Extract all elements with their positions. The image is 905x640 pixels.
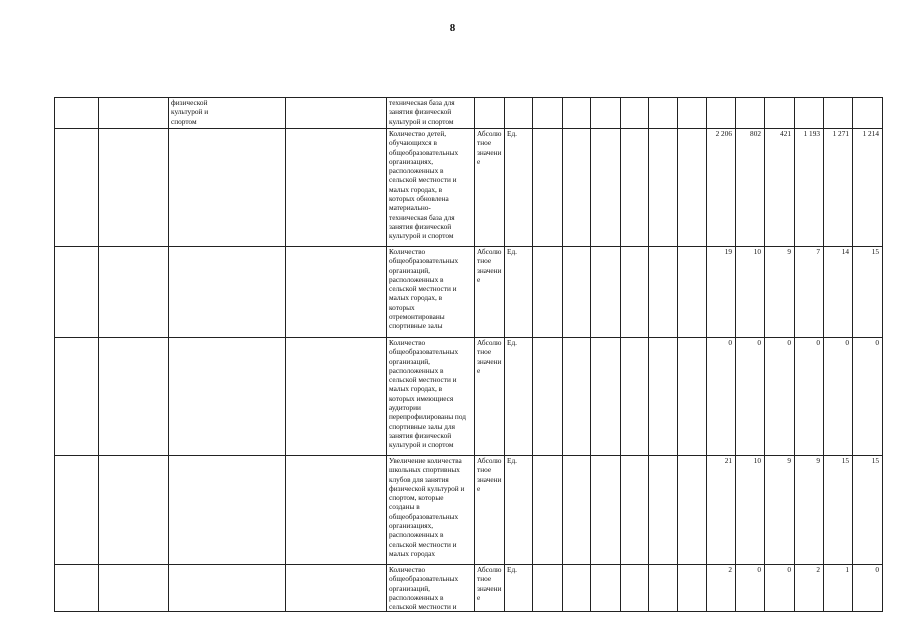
value-cell-text: 1 271 xyxy=(832,129,849,138)
value-cell xyxy=(736,98,765,129)
empty-cell xyxy=(621,98,649,129)
value-cell xyxy=(765,98,795,129)
value-cell-text: 0 xyxy=(787,338,791,347)
indicator-cell-text: Увеличение количества школьных спортивных клубов для занятия физической культурой и спортом, которые созданы в общеобразовательных организациях, расположенных в сельской местности и малых городах xyxy=(389,456,465,558)
empty-cell xyxy=(649,338,678,456)
unit-cell xyxy=(505,456,533,565)
unit-cell-text: Ед. xyxy=(507,338,517,347)
value-cell-text: 7 xyxy=(816,247,820,256)
table-row xyxy=(55,129,883,247)
value-cell xyxy=(795,129,824,247)
empty-cell xyxy=(591,98,621,129)
empty-cell xyxy=(649,456,678,565)
indicator-cell-text: Количество общеобразовательных организаций, расположенных в сельской местности и xyxy=(389,565,459,612)
program-cell xyxy=(169,456,286,565)
unit-cell xyxy=(505,565,533,612)
value-cell-text: 15 xyxy=(871,456,879,465)
empty-cell xyxy=(533,338,563,456)
indicator-type-cell-text: Абсолютное значение xyxy=(477,456,502,493)
indicator-type-cell-text: Абсолютное значение xyxy=(477,129,502,166)
indicator-type-cell xyxy=(475,129,505,247)
value-cell xyxy=(707,129,736,247)
value-cell xyxy=(853,338,883,456)
indicator-cell xyxy=(387,98,475,129)
goal-cell xyxy=(99,98,169,129)
value-cell xyxy=(853,565,883,612)
value-cell-text: 0 xyxy=(845,338,849,347)
indicator-cell-text: Количество общеобразовательных организаций, расположенных в сельской местности и малых городах, в которых имеющиеся аудитории перепрофилированы под спортивные залы для занятия физической культурой и спортом xyxy=(389,338,466,450)
empty-cell xyxy=(286,129,387,247)
indicator-type-cell xyxy=(475,456,505,565)
value-cell xyxy=(853,129,883,247)
value-cell-text: 15 xyxy=(871,247,879,256)
value-cell-text: 10 xyxy=(753,247,761,256)
value-cell-text: 802 xyxy=(750,129,761,138)
value-cell-text: 1 193 xyxy=(803,129,820,138)
program-cell xyxy=(169,565,286,612)
program-cell xyxy=(169,129,286,247)
value-cell xyxy=(707,338,736,456)
value-cell xyxy=(824,98,853,129)
goal-cell xyxy=(99,338,169,456)
indicator-type-cell-text: Абсолютное значение xyxy=(477,247,502,284)
number-cell xyxy=(55,129,99,247)
goal-cell xyxy=(99,456,169,565)
empty-cell xyxy=(563,247,591,338)
table-row xyxy=(55,456,883,565)
value-cell xyxy=(736,565,765,612)
empty-cell xyxy=(286,565,387,612)
value-cell-text: 2 xyxy=(728,565,732,574)
value-cell-text: 15 xyxy=(841,456,849,465)
value-cell xyxy=(853,247,883,338)
value-cell xyxy=(736,247,765,338)
empty-cell xyxy=(591,338,621,456)
value-cell-text: 9 xyxy=(816,456,820,465)
value-cell xyxy=(795,456,824,565)
empty-cell xyxy=(649,565,678,612)
value-cell xyxy=(795,98,824,129)
table-row xyxy=(55,98,883,129)
value-cell-text: 2 xyxy=(816,565,820,574)
indicator-cell-text: Количество детей, обучающихся в общеобразовательных организациях, расположенных в сельской местности и малых городах, в которых обновлена материально- техническая база для занятия физической культурой и спортом xyxy=(389,129,459,241)
empty-cell xyxy=(533,456,563,565)
value-cell-text: 19 xyxy=(724,247,732,256)
table-row xyxy=(55,565,883,612)
empty-cell xyxy=(621,565,649,612)
indicator-type-cell xyxy=(475,98,505,129)
value-cell-text: 2 206 xyxy=(715,129,732,138)
empty-cell xyxy=(563,456,591,565)
empty-cell xyxy=(286,247,387,338)
value-cell-text: 0 xyxy=(875,565,879,574)
program-cell xyxy=(169,98,286,129)
empty-cell xyxy=(678,98,707,129)
program-cell xyxy=(169,247,286,338)
number-cell xyxy=(55,565,99,612)
indicator-type-cell xyxy=(475,565,505,612)
empty-cell xyxy=(591,565,621,612)
goal-cell xyxy=(99,129,169,247)
value-cell-text: 0 xyxy=(875,338,879,347)
empty-cell xyxy=(533,129,563,247)
indicator-type-cell xyxy=(475,247,505,338)
page-number: 8 xyxy=(449,22,456,34)
indicator-type-cell xyxy=(475,338,505,456)
empty-cell xyxy=(563,98,591,129)
goal-cell xyxy=(99,565,169,612)
number-cell xyxy=(55,456,99,565)
value-cell xyxy=(765,338,795,456)
value-cell xyxy=(765,247,795,338)
value-cell xyxy=(824,565,853,612)
value-cell-text: 9 xyxy=(787,456,791,465)
empty-cell xyxy=(678,129,707,247)
table-row xyxy=(55,247,883,338)
empty-cell xyxy=(286,98,387,129)
value-cell-text: 0 xyxy=(757,338,761,347)
unit-cell xyxy=(505,247,533,338)
empty-cell xyxy=(678,338,707,456)
value-cell xyxy=(853,98,883,129)
empty-cell xyxy=(649,98,678,129)
empty-cell xyxy=(591,129,621,247)
indicator-type-cell-text: Абсолютное значение xyxy=(477,565,502,602)
unit-cell-text: Ед. xyxy=(507,565,517,574)
unit-cell xyxy=(505,338,533,456)
unit-cell-text: Ед. xyxy=(507,456,517,465)
program-cell xyxy=(169,338,286,456)
indicator-type-cell-text: Абсолютное значение xyxy=(477,338,502,375)
empty-cell xyxy=(286,338,387,456)
value-cell xyxy=(824,456,853,565)
value-cell-text: 1 214 xyxy=(862,129,879,138)
value-cell-text: 10 xyxy=(753,456,761,465)
value-cell-text: 0 xyxy=(757,565,761,574)
value-cell xyxy=(824,338,853,456)
empty-cell xyxy=(591,247,621,338)
value-cell xyxy=(853,456,883,565)
value-cell-text: 14 xyxy=(841,247,849,256)
value-cell xyxy=(736,338,765,456)
goal-cell xyxy=(99,247,169,338)
value-cell xyxy=(765,129,795,247)
value-cell xyxy=(736,129,765,247)
unit-cell xyxy=(505,98,533,129)
empty-cell xyxy=(678,456,707,565)
value-cell xyxy=(765,565,795,612)
empty-cell xyxy=(533,247,563,338)
value-cell xyxy=(795,565,824,612)
indicator-cell xyxy=(387,456,475,565)
unit-cell-text: Ед. xyxy=(507,129,517,138)
empty-cell xyxy=(286,456,387,565)
value-cell-text: 421 xyxy=(780,129,791,138)
value-cell-text: 21 xyxy=(724,456,732,465)
value-cell xyxy=(824,129,853,247)
indicator-cell-text: техническая база для занятия физической культурой и спортом xyxy=(389,98,455,126)
value-cell xyxy=(795,338,824,456)
empty-cell xyxy=(678,565,707,612)
value-cell-text: 0 xyxy=(816,338,820,347)
empty-cell xyxy=(621,456,649,565)
indicators-table xyxy=(54,97,883,612)
number-cell xyxy=(55,247,99,338)
value-cell-text: 0 xyxy=(787,565,791,574)
empty-cell xyxy=(563,129,591,247)
value-cell-text: 9 xyxy=(787,247,791,256)
value-cell-text: 1 xyxy=(845,565,849,574)
value-cell xyxy=(707,98,736,129)
indicator-cell xyxy=(387,565,475,612)
value-cell-text: 0 xyxy=(728,338,732,347)
value-cell xyxy=(736,456,765,565)
indicator-cell-text: Количество общеобразовательных организаций, расположенных в сельской местности и малых городах, в которых отремонтированы спортивные залы xyxy=(389,247,459,331)
value-cell xyxy=(707,565,736,612)
table-row xyxy=(55,338,883,456)
value-cell xyxy=(795,247,824,338)
empty-cell xyxy=(649,247,678,338)
empty-cell xyxy=(649,129,678,247)
program-cell-text: физической культурой и спортом xyxy=(171,98,209,126)
number-cell xyxy=(55,98,99,129)
value-cell xyxy=(765,456,795,565)
indicator-cell xyxy=(387,247,475,338)
empty-cell xyxy=(621,247,649,338)
empty-cell xyxy=(678,247,707,338)
indicator-cell xyxy=(387,129,475,247)
empty-cell xyxy=(621,338,649,456)
empty-cell xyxy=(591,456,621,565)
empty-cell xyxy=(563,565,591,612)
empty-cell xyxy=(621,129,649,247)
number-cell xyxy=(55,338,99,456)
value-cell xyxy=(824,247,853,338)
value-cell xyxy=(707,247,736,338)
empty-cell xyxy=(563,338,591,456)
value-cell xyxy=(707,456,736,565)
empty-cell xyxy=(533,98,563,129)
unit-cell-text: Ед. xyxy=(507,247,517,256)
empty-cell xyxy=(533,565,563,612)
unit-cell xyxy=(505,129,533,247)
indicator-cell xyxy=(387,338,475,456)
